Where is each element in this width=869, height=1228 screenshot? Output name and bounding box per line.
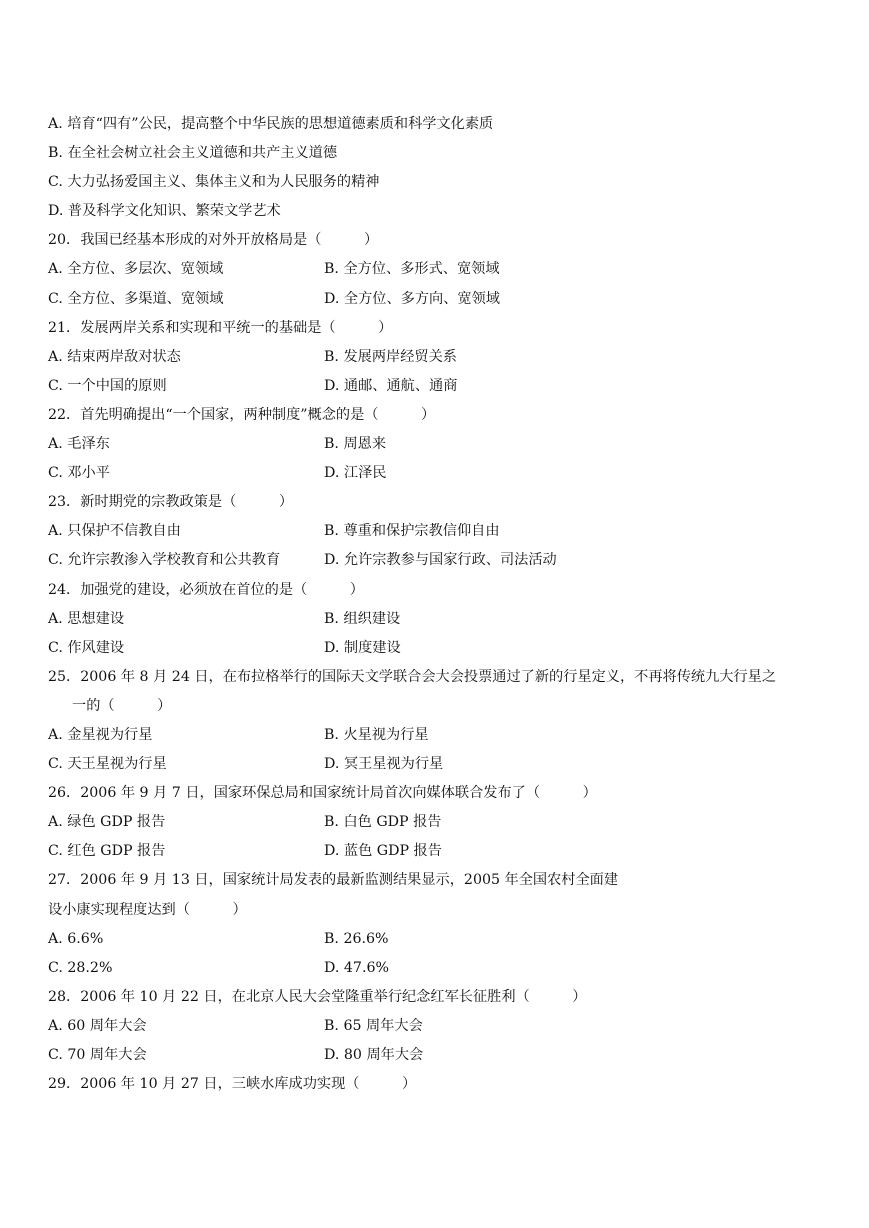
option-right: D. 江泽民 [324, 465, 387, 482]
option-left: C. 红色 GDP 报告 [48, 843, 166, 860]
option-left: A. 结束两岸敌对状态 [48, 348, 181, 365]
question-text: 26．2006 年 9 月 7 日，国家环保总局和国家统计局首次向媒体联合发布了（ ） [48, 785, 597, 802]
option-row [48, 837, 838, 866]
option-right: B. 全方位、多形式、宽领域 [324, 261, 500, 278]
option-row [48, 255, 838, 284]
option-left: A. 思想建设 [48, 610, 125, 627]
option-row [48, 605, 838, 634]
option-left: C. 作风建设 [48, 639, 125, 656]
option-right: D. 80 周年大会 [324, 1047, 424, 1063]
option-left: A. 全方位、多层次、宽领域 [48, 261, 224, 278]
option-row [48, 750, 838, 779]
question-text: 25．2006 年 8 月 24 日，在布拉格举行的国际天文学联合会大会投票通过了新的行星定义，不再将传统九大行星之 [48, 668, 777, 685]
option-right: B. 26.6% [324, 930, 389, 947]
option-row [48, 954, 838, 983]
option-left: C. 允许宗教渗入学校教育和公共教育 [48, 552, 281, 569]
question-text: 23．新时期党的宗教政策是（ ） [48, 494, 294, 511]
option-right: D. 冥王星视为行星 [324, 756, 444, 773]
option-left: C. 28.2% [48, 959, 113, 976]
option-right: B. 火星视为行星 [324, 726, 429, 743]
option-right: D. 允许宗教参与国家行政、司法活动 [324, 552, 557, 569]
question-text: 29．2006 年 10 月 27 日，三峡水库成功实现（ ） [48, 1076, 417, 1093]
option-left: A. 绿色 GDP 报告 [48, 814, 166, 831]
question-text: 24．加强党的建设，必须放在首位的是（ ） [48, 581, 364, 598]
option-line: C. 大力弘扬爱国主义、集体主义和为人民服务的精神 [48, 174, 380, 191]
option-row [48, 1012, 838, 1041]
option-right: D. 通邮、通航、通商 [324, 377, 458, 394]
option-row [48, 372, 838, 401]
option-row [48, 285, 838, 314]
option-left: C. 天王星视为行星 [48, 756, 167, 773]
question-text: 22．首先明确提出“一个国家，两种制度”概念的是（ ） [48, 406, 436, 423]
option-line: A. 培育“四有”公民，提高整个中华民族的思想道德素质和科学文化素质 [48, 116, 494, 132]
option-row [48, 634, 838, 663]
option-left: C. 一个中国的原则 [48, 377, 167, 394]
option-line: 设小康实现程度达到（ ） [48, 901, 247, 918]
option-left: A. 6.6% [48, 930, 104, 947]
question-list [48, 110, 838, 1099]
question-text: 20．我国已经基本形成的对外开放格局是（ ） [48, 232, 379, 249]
option-right: B. 白色 GDP 报告 [324, 814, 442, 831]
option-row [48, 517, 838, 546]
option-row [48, 546, 838, 575]
option-left: A. 金星视为行星 [48, 726, 153, 743]
option-left: A. 毛泽东 [48, 436, 110, 453]
option-right: B. 尊重和保护宗教信仰自由 [324, 523, 500, 540]
option-right: B. 65 周年大会 [324, 1017, 423, 1034]
option-right: B. 周恩来 [324, 436, 387, 453]
option-row [48, 1041, 838, 1070]
option-line: D. 普及科学文化知识、繁荣文学艺术 [48, 203, 281, 220]
option-row [48, 808, 838, 837]
option-row [48, 430, 838, 459]
option-left: C. 邓小平 [48, 465, 110, 482]
option-left: A. 60 周年大会 [48, 1017, 147, 1034]
option-left: C. 70 周年大会 [48, 1047, 147, 1063]
option-right: B. 发展两岸经贸关系 [324, 348, 457, 365]
option-row [48, 459, 838, 488]
option-left: C. 全方位、多渠道、宽领域 [48, 290, 224, 307]
question-text: 21．发展两岸关系和实现和平统一的基础是（ ） [48, 319, 393, 336]
option-row [48, 925, 838, 954]
option-right: D. 全方位、多方向、宽领域 [324, 290, 500, 307]
option-left: A. 只保护不信教自由 [48, 523, 181, 540]
option-row [48, 343, 838, 372]
option-right: D. 47.6% [324, 959, 389, 976]
question-continuation: 一的（ ） [72, 697, 172, 714]
option-right: D. 蓝色 GDP 报告 [324, 843, 442, 860]
option-line: B. 在全社会树立社会主义道德和共产主义道德 [48, 145, 338, 162]
option-right: D. 制度建设 [324, 639, 401, 656]
option-right: B. 组织建设 [324, 610, 401, 627]
question-text: 27．2006 年 9 月 13 日，国家统计局发表的最新监测结果显示，2005 年全国农村全面建 [48, 872, 619, 889]
option-row [48, 721, 838, 750]
question-text: 28．2006 年 10 月 22 日，在北京人民大会堂隆重举行纪念红军长征胜利（ ） [48, 988, 587, 1005]
